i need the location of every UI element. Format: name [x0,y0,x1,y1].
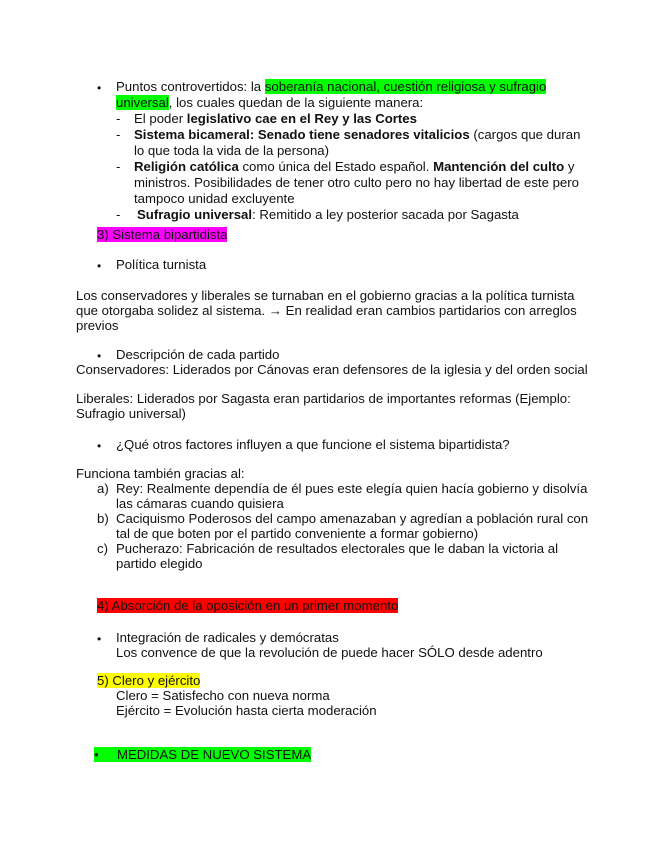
clergy-line: Clero = Satisfecho con nueva norma [116,688,330,703]
religion-item [134,159,575,175]
factor-king-cont: las cámaras cuando quisiera [116,496,284,511]
bullet-other-factors: ¿Qué otros factores influyen a que funcione el sistema bipartidista? [116,437,510,452]
suffrage-item [137,207,519,223]
paragraph-line: previos [76,318,119,333]
bold-text: Sistema bicameral: Senado tiene senadores vitalicios [134,127,470,142]
liberals-paragraph-cont: Sufragio universal) [76,406,186,421]
heading-label: MEDIDAS DE NUEVO SISTEMA [116,747,312,762]
legislative-item [134,111,417,127]
list-marker-c: c) [97,541,108,556]
conservatives-paragraph: Conservadores: Liderados por Cánovas eran defensores de la iglesia y del orden social [76,362,588,377]
bicameral-item-cont: lo que toda la vida de la persona) [134,143,330,158]
text: Puntos controvertidos: la [116,79,265,94]
heading-text: 4) Absorción de la oposición en un primer momento [97,598,399,613]
heading-bipartisan-system [97,227,227,243]
bullet-icon: • [97,81,102,95]
bullet-radicals-integration: Integración de radicales y demócratas [116,630,339,645]
heading-text: 3) Sistema bipartidista [97,227,228,242]
controversial-points-line-2 [116,95,423,111]
bullet-turnist-policy: Política turnista [116,257,207,272]
factor-pucherazo-cont: partido elegido [116,556,203,571]
bold-text: Mantención del culto [433,159,565,174]
factor-caciquismo-cont: tal de que boten por el partido conveniente a formar gobierno) [116,526,479,541]
bullet-icon: • [97,349,102,363]
factor-king: Rey: Realmente dependía de él pues este elegía quien hacía gobierno y disolvía [116,481,588,496]
text: El poder [134,111,187,126]
list-marker-b: b) [97,511,109,526]
heading-clergy-army [97,673,200,689]
bullet-icon: • [97,439,102,453]
bullet-party-description: Descripción de cada partido [116,347,280,362]
factors-intro: Funciona también gracias al: [76,466,245,481]
heading-opposition-absorption [97,598,398,614]
text: , los cuales quedan de la siguiente manera: [168,95,424,110]
army-line: Ejército = Evolución hasta cierta moderación [116,703,377,718]
controversial-points-line [116,79,546,95]
paragraph-line: que otorgaba solidez al sistema. → En realidad eran cambios partidarios con arreglos [76,303,577,318]
bold-text: Religión católica [134,159,239,174]
highlighted-text: soberanía nacional, cuestión religiosa y sufragio [264,79,547,94]
highlighted-text: universal [116,95,169,110]
text: como única del Estado español. [238,159,434,174]
dash-marker: - [116,127,121,142]
heading-text: 5) Clero y ejército [97,673,201,688]
religion-item-cont: tampoco unidad excluyente [134,191,295,206]
religion-item-cont: ministros. Posibilidades de tener otro culto pero no hay libertad de este pero [134,175,579,190]
bullet-icon: • [97,259,102,273]
factor-pucherazo: Pucherazo: Fabricación de resultados electorales que le daban la victoria al [116,541,559,556]
text: y [564,159,575,174]
heading-new-system-measures [94,747,311,763]
bold-text: Sufragio universal [137,207,253,222]
liberals-paragraph: Liberales: Liderados por Sagasta eran partidarios de importantes reformas (Ejemplo: [76,391,571,406]
bullet-icon: • [97,632,102,646]
bold-text: legislativo cae en el Rey y las Cortes [186,111,417,126]
dash-marker: - [116,111,121,126]
dash-marker: - [116,159,121,174]
heading-text [94,747,311,762]
text: : Remitido a ley posterior sacada por Sagasta [252,207,519,222]
bullet-icon: • [94,747,99,762]
text: (cargos que duran [469,127,581,142]
bicameral-item [134,127,580,143]
radicals-integration-detail: Los convence de que la revolución de puede hacer SÓLO desde adentro [116,645,543,660]
paragraph-line: Los conservadores y liberales se turnaban en el gobierno gracias a la política turnista [76,288,575,303]
list-marker-a: a) [97,481,109,496]
dash-marker: - [116,207,121,222]
factor-caciquismo: Caciquismo Poderosos del campo amenazaban y agredían a población rural con [116,511,589,526]
